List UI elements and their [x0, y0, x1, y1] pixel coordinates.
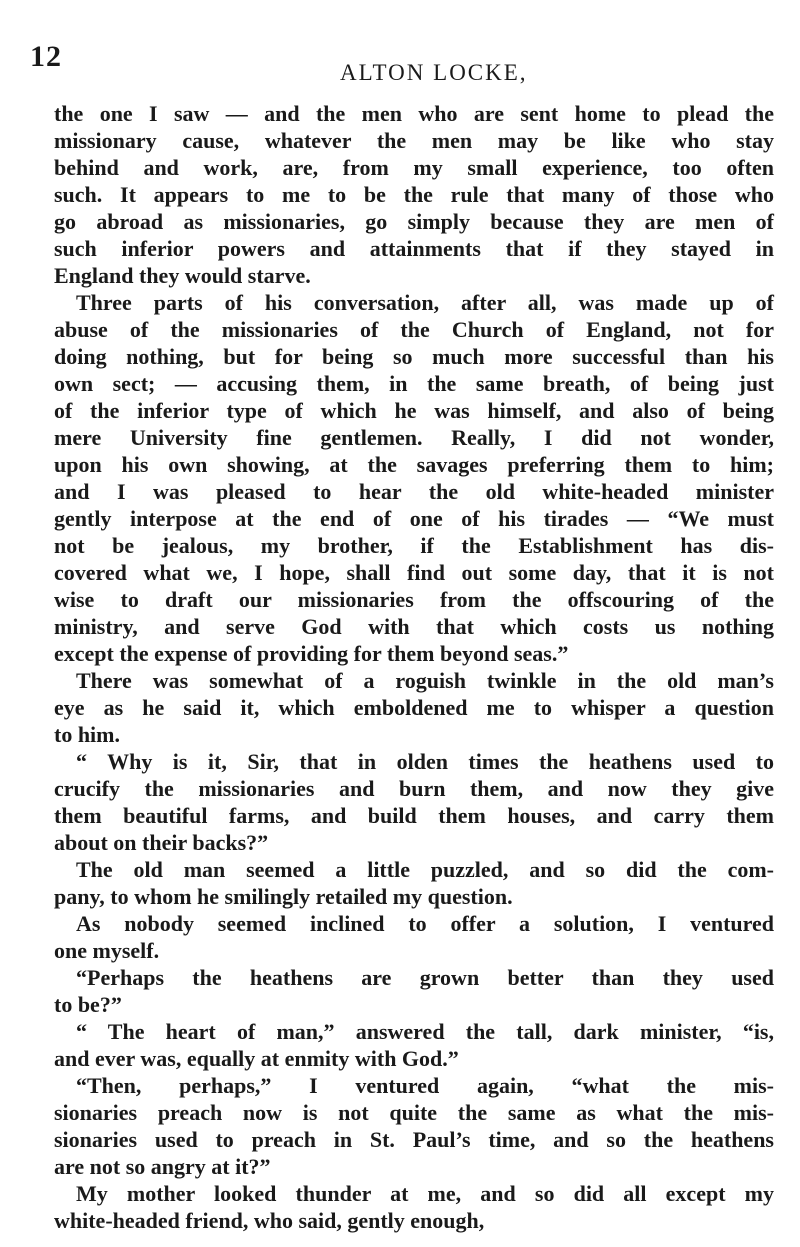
text-line: them beautiful farms, and build them houses, and carry them [54, 803, 774, 828]
text-line: ministry, and serve God with that which costs us nothing [54, 614, 774, 639]
text-line: covered what we, I hope, shall find out some day, that it is not [54, 560, 774, 585]
text-line: and I was pleased to hear the old white-headed minister [54, 479, 774, 504]
text-line: sionaries preach now is not quite the same as what the mis- [54, 1100, 774, 1125]
text-line: wise to draft our missionaries from the offscouring of the [54, 587, 774, 612]
text-line: except the expense of providing for them beyond seas.” [54, 641, 569, 666]
text-line: are not so angry at it?” [54, 1154, 271, 1179]
body-text [54, 100, 774, 1234]
text-line: white-headed friend, who said, gently enough, [54, 1208, 485, 1233]
text-line: Three parts of his conversation, after all, was made up of [76, 290, 774, 315]
text-line: abuse of the missionaries of the Church of England, not for [54, 317, 774, 342]
text-line: “Perhaps the heathens are grown better than they used [76, 965, 774, 990]
text-line: sionaries used to preach in St. Paul’s time, and so the heathens [54, 1127, 774, 1152]
text-line: own sect; — accusing them, in the same breath, of being just [54, 371, 774, 396]
text-line: “ Why is it, Sir, that in olden times the heathens used to [76, 749, 774, 774]
text-line: about on their backs?” [54, 830, 269, 855]
text-line: missionary cause, whatever the men may be like who stay [54, 128, 774, 153]
text-line: England they would starve. [54, 263, 311, 288]
text-line: eye as he said it, which emboldened me to whisper a question [54, 695, 774, 720]
text-line: go abroad as missionaries, go simply because they are men of [54, 209, 774, 234]
text-line: not be jealous, my brother, if the Establishment has dis- [54, 533, 774, 558]
text-line: mere University fine gentlemen. Really, I did not wonder, [54, 425, 774, 450]
text-line: My mother looked thunder at me, and so did all except my [76, 1181, 774, 1206]
page-number: 12 [30, 40, 62, 73]
text-line: “Then, perhaps,” I ventured again, “what the mis- [76, 1073, 774, 1098]
text-line: the one I saw — and the men who are sent home to plead the [54, 101, 774, 126]
text-line: upon his own showing, at the savages preferring them to him; [54, 452, 774, 477]
text-line: pany, to whom he smilingly retailed my question. [54, 884, 513, 909]
text-line: There was somewhat of a roguish twinkle in the old man’s [76, 668, 774, 693]
text-line: and ever was, equally at enmity with God.” [54, 1046, 459, 1071]
text-line: doing nothing, but for being so much more successful than his [54, 344, 774, 369]
text-line: of the inferior type of which he was himself, and also of being [54, 398, 774, 423]
text-line: As nobody seemed inclined to offer a solution, I ventured [76, 911, 774, 936]
running-head: ALTON LOCKE, [340, 60, 528, 85]
text-line: to him. [54, 722, 120, 747]
text-line: “ The heart of man,” answered the tall, dark minister, “is, [76, 1019, 774, 1044]
text-line: gently interpose at the end of one of his tirades — “We must [54, 506, 774, 531]
text-line: such. It appears to me to be the rule that many of those who [54, 182, 774, 207]
text-line: crucify the missionaries and burn them, and now they give [54, 776, 774, 801]
text-line: The old man seemed a little puzzled, and so did the com- [76, 857, 774, 882]
text-line: behind and work, are, from my small experience, too often [54, 155, 774, 180]
text-line: such inferior powers and attainments that if they stayed in [54, 236, 774, 261]
text-line: to be?” [54, 992, 122, 1017]
text-line: one myself. [54, 938, 160, 963]
